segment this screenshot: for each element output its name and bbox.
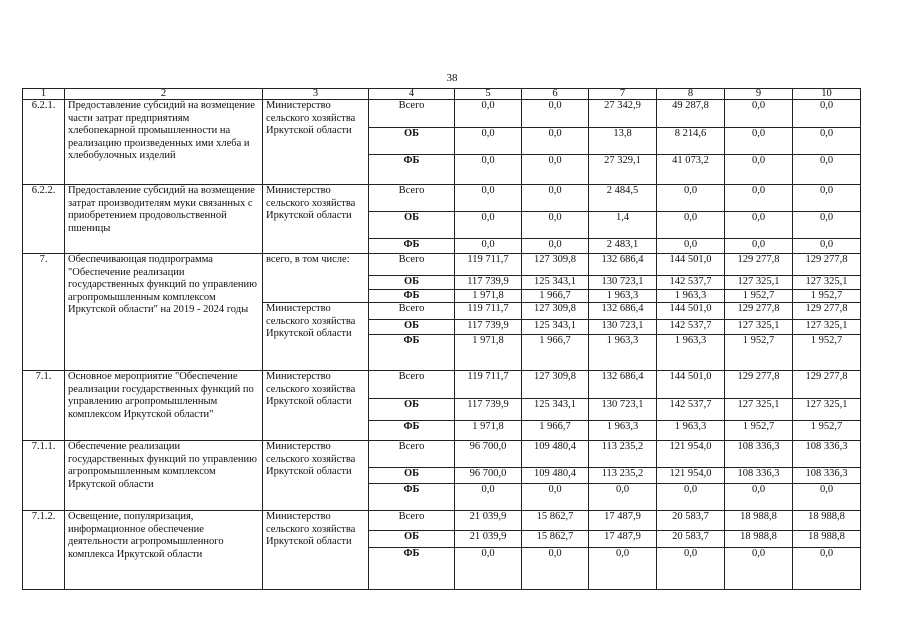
value-cell: 0,0 [522, 100, 589, 128]
value-cell: 1 963,3 [657, 421, 725, 441]
header-cell: 2 [65, 89, 263, 100]
source-label: Всего [369, 185, 455, 212]
value-cell: 0,0 [522, 155, 589, 171]
value-cell: 18 988,8 [793, 511, 861, 531]
value-cell: 1 966,7 [522, 335, 589, 351]
value-cell: 1 952,7 [793, 335, 861, 351]
value-cell: 1,4 [589, 212, 657, 239]
value-cell: 0,0 [522, 185, 589, 212]
value-cell: 108 336,3 [793, 441, 861, 468]
header-cell: 4 [369, 89, 455, 100]
header-cell: 6 [522, 89, 589, 100]
item-executor: Министерство сельского хозяйства Иркутской области [263, 100, 369, 185]
source-label: ОБ [369, 399, 455, 421]
source-label: Всего [369, 100, 455, 128]
value-cell: 0,0 [725, 239, 793, 254]
value-cell: 0,0 [589, 548, 657, 564]
item-code: 7.1.1. [23, 441, 65, 511]
value-cell: 0,0 [589, 484, 657, 499]
value-cell: 109 480,4 [522, 441, 589, 468]
value-cell: 108 336,3 [793, 468, 861, 484]
value-cell: 0,0 [725, 484, 793, 499]
item-executor: Министерство сельского хозяйства Иркутской области [263, 303, 369, 371]
value-cell: 129 277,8 [793, 254, 861, 276]
value-cell: 1 952,7 [793, 421, 861, 441]
value-cell: 13,8 [589, 128, 657, 155]
value-cell: 1 971,8 [455, 335, 522, 351]
value-cell: 127 325,1 [725, 399, 793, 421]
source-label: ОБ [369, 276, 455, 290]
value-cell: 1 952,7 [725, 421, 793, 441]
value-cell: 127 325,1 [725, 276, 793, 290]
value-cell: 1 963,3 [657, 335, 725, 351]
value-cell: 17 487,9 [589, 511, 657, 531]
value-cell: 0,0 [657, 185, 725, 212]
value-cell: 49 287,8 [657, 100, 725, 128]
value-cell: 142 537,7 [657, 276, 725, 290]
item-code: 7. [23, 254, 65, 371]
value-cell: 0,0 [455, 548, 522, 564]
item-name: Предоставление субсидий на возмещение затрат производителям муки связанных с приобретением продовольственной пшеницы [65, 185, 263, 254]
value-cell: 1 963,3 [657, 289, 725, 303]
value-cell: 108 336,3 [725, 441, 793, 468]
table-row [23, 371, 861, 399]
value-cell: 41 073,2 [657, 155, 725, 171]
header-cell: 3 [263, 89, 369, 100]
value-cell: 1 952,7 [725, 289, 793, 303]
source-label: ОБ [369, 128, 455, 155]
value-cell: 96 700,0 [455, 468, 522, 484]
value-cell: 130 723,1 [589, 276, 657, 290]
item-executor: Министерство сельского хозяйства Иркутской области [263, 441, 369, 511]
source-label: ОБ [369, 212, 455, 239]
value-cell: 0,0 [793, 185, 861, 212]
value-cell: 0,0 [455, 484, 522, 499]
value-cell: 125 343,1 [522, 320, 589, 335]
value-cell: 0,0 [793, 239, 861, 254]
value-cell: 18 988,8 [725, 511, 793, 531]
value-cell: 132 686,4 [589, 303, 657, 320]
value-cell: 0,0 [522, 128, 589, 155]
value-cell: 0,0 [793, 155, 861, 171]
value-cell: 0,0 [455, 239, 522, 254]
value-cell: 119 711,7 [455, 371, 522, 399]
value-cell: 0,0 [522, 239, 589, 254]
source-label: ФБ [369, 484, 455, 499]
source-label: Всего [369, 254, 455, 276]
value-cell: 1 971,8 [455, 421, 522, 441]
value-cell: 0,0 [657, 239, 725, 254]
item-name: Предоставление субсидий на возмещение части затрат предприятиям хлебопекарной промышленности на реализацию произведенных ими хлеба и хлебобулочных изделий [65, 100, 263, 185]
value-cell: 0,0 [725, 155, 793, 171]
item-code: 7.1.2. [23, 511, 65, 590]
table-row [23, 185, 861, 212]
value-cell: 127 325,1 [725, 320, 793, 335]
header-cell: 8 [657, 89, 725, 100]
value-cell: 1 963,3 [589, 421, 657, 441]
item-name: Обеспечение реализации государственных функций по управлению агропромышленным комплексом Иркутской области [65, 441, 263, 511]
value-cell: 20 583,7 [657, 511, 725, 531]
source-label: ФБ [369, 289, 455, 303]
value-cell: 130 723,1 [589, 399, 657, 421]
value-cell: 0,0 [522, 484, 589, 499]
value-cell: 1 952,7 [793, 289, 861, 303]
item-name: Основное мероприятие "Обеспечение реализации государственных функций по управлению агропромышленным комплексом Иркутской области" [65, 371, 263, 441]
source-label: ОБ [369, 531, 455, 548]
value-cell: 0,0 [522, 548, 589, 564]
item-executor: Министерство сельского хозяйства Иркутской области [263, 371, 369, 441]
table-row [23, 254, 861, 276]
source-label: Всего [369, 441, 455, 468]
value-cell: 119 711,7 [455, 303, 522, 320]
value-cell: 0,0 [725, 548, 793, 564]
value-cell: 0,0 [725, 100, 793, 128]
value-cell: 144 501,0 [657, 254, 725, 276]
source-label: ФБ [369, 548, 455, 564]
value-cell: 96 700,0 [455, 441, 522, 468]
value-cell: 0,0 [793, 548, 861, 564]
value-cell: 108 336,3 [725, 468, 793, 484]
value-cell: 117 739,9 [455, 399, 522, 421]
value-cell: 15 862,7 [522, 531, 589, 548]
value-cell: 0,0 [522, 212, 589, 239]
value-cell: 0,0 [725, 185, 793, 212]
item-executor-total: всего, в том числе: [263, 254, 369, 303]
value-cell: 21 039,9 [455, 511, 522, 531]
value-cell: 129 277,8 [793, 371, 861, 399]
table-row [23, 511, 861, 531]
value-cell: 0,0 [657, 548, 725, 564]
value-cell: 109 480,4 [522, 468, 589, 484]
value-cell: 18 988,8 [725, 531, 793, 548]
value-cell: 125 343,1 [522, 399, 589, 421]
value-cell: 132 686,4 [589, 254, 657, 276]
value-cell: 1 966,7 [522, 289, 589, 303]
budget-table [22, 88, 861, 590]
value-cell: 0,0 [455, 212, 522, 239]
value-cell: 1 952,7 [725, 335, 793, 351]
header-cell: 1 [23, 89, 65, 100]
value-cell: 127 325,1 [793, 276, 861, 290]
value-cell: 125 343,1 [522, 276, 589, 290]
value-cell: 129 277,8 [725, 371, 793, 399]
value-cell: 127 325,1 [793, 320, 861, 335]
source-label: Всего [369, 303, 455, 320]
value-cell: 15 862,7 [522, 511, 589, 531]
value-cell: 119 711,7 [455, 254, 522, 276]
source-label: Всего [369, 511, 455, 531]
value-cell: 117 739,9 [455, 320, 522, 335]
value-cell: 8 214,6 [657, 128, 725, 155]
value-cell: 0,0 [793, 128, 861, 155]
item-executor: Министерство сельского хозяйства Иркутской области [263, 185, 369, 254]
value-cell: 0,0 [725, 212, 793, 239]
item-name: Обеспечивающая подпрограмма "Обеспечение реализации государственных функций по управлению агропромышленным комплексом Иркутской области" на 2019 - 2024 годы [65, 254, 263, 371]
value-cell: 0,0 [657, 484, 725, 499]
value-cell: 129 277,8 [793, 303, 861, 320]
value-cell: 17 487,9 [589, 531, 657, 548]
value-cell: 27 329,1 [589, 155, 657, 171]
source-label: ОБ [369, 468, 455, 484]
value-cell: 144 501,0 [657, 303, 725, 320]
value-cell: 20 583,7 [657, 531, 725, 548]
value-cell: 127 309,8 [522, 303, 589, 320]
value-cell: 127 325,1 [793, 399, 861, 421]
value-cell: 18 988,8 [793, 531, 861, 548]
source-label: ФБ [369, 155, 455, 171]
value-cell: 0,0 [455, 128, 522, 155]
value-cell: 0,0 [455, 100, 522, 128]
source-label: Всего [369, 371, 455, 399]
source-label: ОБ [369, 320, 455, 335]
value-cell: 0,0 [657, 212, 725, 239]
value-cell: 144 501,0 [657, 371, 725, 399]
value-cell: 132 686,4 [589, 371, 657, 399]
table-row [23, 100, 861, 128]
value-cell: 21 039,9 [455, 531, 522, 548]
item-code: 6.2.2. [23, 185, 65, 254]
value-cell: 117 739,9 [455, 276, 522, 290]
value-cell: 121 954,0 [657, 468, 725, 484]
value-cell: 1 963,3 [589, 335, 657, 351]
value-cell: 27 342,9 [589, 100, 657, 128]
value-cell: 127 309,8 [522, 254, 589, 276]
value-cell: 0,0 [793, 100, 861, 128]
value-cell: 142 537,7 [657, 320, 725, 335]
value-cell: 1 966,7 [522, 421, 589, 441]
value-cell: 2 483,1 [589, 239, 657, 254]
header-cell: 10 [793, 89, 861, 100]
value-cell: 0,0 [455, 185, 522, 212]
value-cell: 129 277,8 [725, 303, 793, 320]
value-cell: 121 954,0 [657, 441, 725, 468]
value-cell: 1 963,3 [589, 289, 657, 303]
page-number: 38 [446, 72, 458, 84]
value-cell: 113 235,2 [589, 441, 657, 468]
value-cell: 127 309,8 [522, 371, 589, 399]
value-cell: 130 723,1 [589, 320, 657, 335]
value-cell: 2 484,5 [589, 185, 657, 212]
item-code: 7.1. [23, 371, 65, 441]
header-cell: 7 [589, 89, 657, 100]
source-label: ФБ [369, 239, 455, 254]
table-row [23, 441, 861, 468]
value-cell: 0,0 [793, 212, 861, 239]
value-cell: 142 537,7 [657, 399, 725, 421]
value-cell: 0,0 [455, 155, 522, 171]
source-label: ФБ [369, 421, 455, 441]
source-label: ФБ [369, 335, 455, 351]
header-cell: 5 [455, 89, 522, 100]
item-code: 6.2.1. [23, 100, 65, 185]
value-cell: 113 235,2 [589, 468, 657, 484]
item-name: Освещение, популяризация, информационное обеспечение деятельности агропромышленного комплекса Иркутской области [65, 511, 263, 590]
value-cell: 0,0 [793, 484, 861, 499]
value-cell: 0,0 [725, 128, 793, 155]
item-executor: Министерство сельского хозяйства Иркутской области [263, 511, 369, 590]
value-cell: 129 277,8 [725, 254, 793, 276]
header-cell: 9 [725, 89, 793, 100]
value-cell: 1 971,8 [455, 289, 522, 303]
header-row [23, 89, 861, 100]
